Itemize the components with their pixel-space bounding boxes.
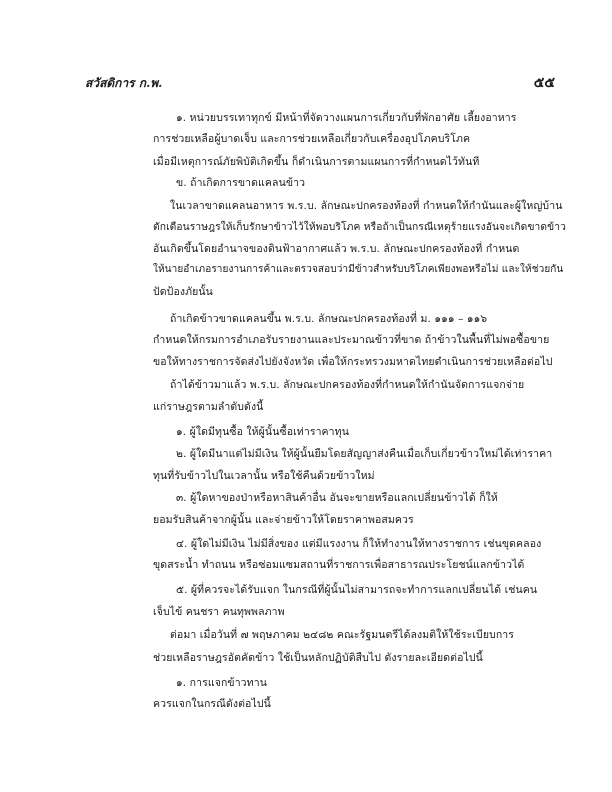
paragraph-line: ต่อมา เมื่อวันที่ ๗ พฤษภาคม ๒๔๘๒ คณะรัฐมนตรีได้ลงมติให้ใช้ระเบียบการ xyxy=(170,629,515,641)
paragraph-line: ควรแจกในกรณีดังต่อไปนี้ xyxy=(153,698,271,710)
paragraph-line: อันเกิดขึ้นโดยอำนาจของดินฟ้าอากาศแล้ว พ.ร.บ. ลักษณะปกครองท้องที่ กำหนด xyxy=(153,243,520,255)
paragraph-line: การช่วยเหลือผู้บาดเจ็บ และการช่วยเหลือเกี่ยวกับเครื่องอุปโภคบริโภค xyxy=(153,133,471,145)
paragraph-line: เมื่อมีเหตุการณ์ภัยพิบัติเกิดขึ้น ก็ดำเนินการตามแผนการที่กำหนดไว้ทันที xyxy=(153,156,480,168)
section-heading: ข. ถ้าเกิดการขาดแคลนข้าว xyxy=(176,177,306,189)
paragraph-line: ถ้าเกิดข้าวขาดแคลนขึ้น พ.ร.บ. ลักษณะปกครองท้องที่ ม. ๑๑๑ – ๑๑๖ xyxy=(170,313,488,325)
paragraph-line: ยอมรับสินค้าจากผู้นั้น และจ่ายข้าวให้โดยราคาพอสมควร xyxy=(153,514,414,526)
page-header xyxy=(85,72,555,96)
paragraph-line: ช่วยเหลือราษฎรอัตคัดข้าว ใช้เป็นหลักปฏิบัติสืบไป ดังรายละเอียดต่อไปนี้ xyxy=(153,652,483,664)
list-item: ๓. ผู้ใดหาของป่าหรือหาสินค้าอื่น อันจะขายหรือแลกเปลี่ยนข้าวได้ ก็ให้ xyxy=(176,492,498,504)
paragraph-line: ในเวลาขาดแคลนอาหาร พ.ร.บ. ลักษณะปกครองท้องที่ กำหนดให้กำนันและผู้ใหญ่บ้าน xyxy=(170,200,563,212)
paragraph-line: ถ้าได้ข้าวมาแล้ว พ.ร.บ. ลักษณะปกครองท้องที่กำหนดให้กำนันจัดการแจกจ่าย xyxy=(170,379,525,391)
paragraph-line: เจ็บไข้ คนชรา คนทุพพลภาพ xyxy=(153,606,285,618)
paragraph-line: ตักเตือนราษฎรให้เก็บรักษาข้าวไว้ให้พอบริโภค หรือถ้าเป็นกรณีเหตุร้ายแรงอันจะเกิดขาดข้าว xyxy=(153,221,566,233)
running-title: สวัสดิการ ก.พ. xyxy=(85,76,163,90)
paragraph-line: กำหนดให้กรมการอำเภอรับรายงานและประมาณข้าวที่ขาด ถ้าข้าวในพื้นที่ไม่พอซื้อขาย xyxy=(153,334,550,346)
paragraph-line: แก่ราษฎรตามลำดับดังนี้ xyxy=(153,401,264,413)
list-item: ๑. ผู้ใดมีทุนซื้อ ให้ผู้นั้นซื้อเท่าราคาทุน xyxy=(176,426,349,438)
page-number: ๕๕ xyxy=(533,75,555,91)
list-item: ๒. ผู้ใดมีนาแต่ไม่มีเงิน ให้ผู้นั้นยืมโดยสัญญาส่งคืนเมื่อเก็บเกี่ยวข้าวใหม่ได้เท่าราคา xyxy=(176,448,553,460)
list-item: ๕. ผู้ที่ควรจะได้รับแจก ในกรณีที่ผู้นั้นไม่สามารถจะทำการแลกเปลี่ยนได้ เช่นคน xyxy=(176,584,538,596)
paragraph-line: ขุดสระน้ำ ทำถนน หรือซ่อมแซมสถานที่ราชการเพื่อสาธารณประโยชน์แลกข้าวได้ xyxy=(153,559,525,571)
section-heading: ๑. การแจกข้าวทาน xyxy=(176,677,267,689)
paragraph-line: ขอให้ทางราชการจัดส่งไปยังจังหวัด เพื่อให้กระทรวงมหาดไทยดำเนินการช่วยเหลือต่อไป xyxy=(153,356,553,368)
paragraph-line: ปัดป้องภัยนั้น xyxy=(153,286,213,298)
list-item: ๔. ผู้ใดไม่มีเงิน ไม่มีสิ่งของ แต่มีแรงงาน ก็ให้ทำงานให้ทางราชการ เช่นขุดคลอง xyxy=(176,538,542,550)
paragraph-line: ๑. หน่วยบรรเทาทุกข์ มีหน้าที่จัดวางแผนการเกี่ยวกับที่พักอาศัย เลี้ยงอาหาร xyxy=(176,112,517,124)
paragraph-line: ทุนที่รับข้าวไปในเวลานั้น หรือใช้คืนด้วยข้าวใหม่ xyxy=(153,470,375,482)
paragraph-line: ให้นายอำเภอรายงานการค้าและตรวจสอบว่ามีข้าวสำหรับบริโภคเพียงพอหรือไม่ และให้ช่วยกัน xyxy=(153,264,564,275)
